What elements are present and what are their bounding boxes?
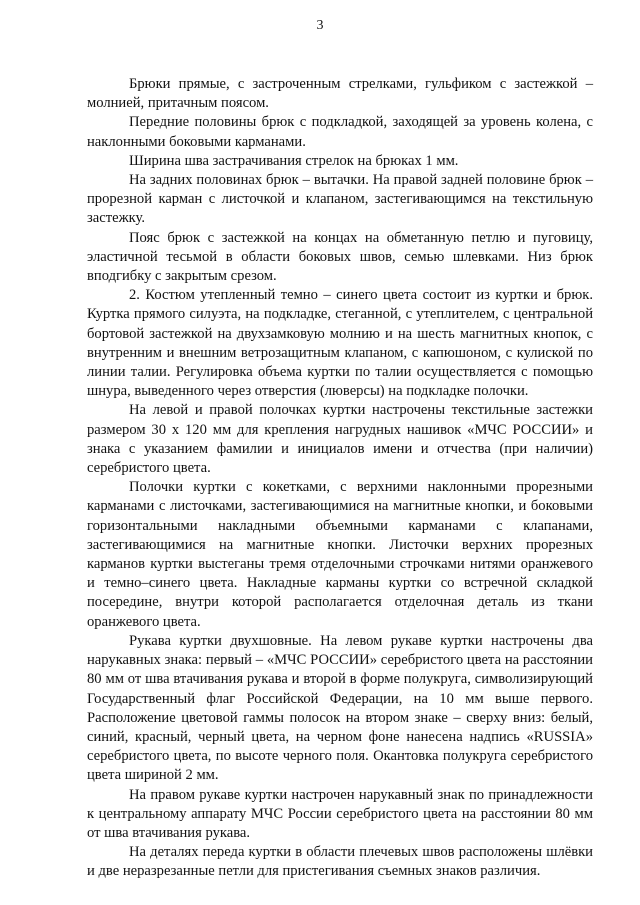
paragraph-left-sleeve: Рукава куртки двухшовные. На левом рукаве куртки настрочены два нарукавных знака: первый – «МЧС РОССИИ» серебристого цвета на расстоянии 80 мм от шва втачивания рукава и второй в форме полукруга, символизирующий Государственный флаг Российской Федерации, на 10 мм выше первого. Расположение цветовой гаммы полосок на втором знаке – сверху вниз: белый, синий, красный, черный цвета, на черном фоне нанесена надпись «RUSSIA» серебристого цвета, по высоте черного поля. Окантовка полукруга серебристого цвета шириной 2 мм. [87, 632, 593, 784]
paragraph-right-sleeve: На правом рукаве куртки настрочен нарукавный знак по принадлежности к центральному аппарату МЧС России серебристого цвета на расстоянии 80 мм от шва втачивания рукава. [87, 786, 593, 841]
page-number: 3 [316, 18, 324, 33]
document-body [87, 75, 593, 882]
paragraph-insulated-suit: 2. Костюм утепленный темно – синего цвета состоит из куртки и брюк. Куртка прямого силуэта, на подкладке, стеганной, с утеплителем, с центральной бортовой застежкой на двухзамковую молнию и на шесть магнитных кнопок, с внутренним и внешним ветрозащитным клапаном, с капюшоном, с кулиской по линии талии. Регулировка объема куртки по талии осуществляется с помощью шнура, выведенного через отверстия (люверсы) на подкладке полочки. [87, 287, 593, 400]
paragraph-chest-fasteners: На левой и правой полочках куртки настрочены текстильные застежки размером 30 х 120 мм для крепления нагрудных нашивок «МЧС РОССИИ» и знака с указанием фамилии и инициалов имени и отчества (при наличии) серебристого цвета. [87, 402, 593, 477]
paragraph-jacket-pockets: Полочки куртки с кокетками, с верхними наклонными прорезными карманами с листочками, застегивающимися на магнитные кнопки, и боковыми горизонтальными накладными объемными карманами с клапанами, застегивающимися на магнитные кнопки. Листочки верхних прорезных карманов куртки выстеганы тремя отделочными строчками нитями оранжевого и темно–синего цвета. Накладные карманы куртки со встречной складкой посередине, внутри которой располагается отделочная деталь из ткани оранжевого цвета. [87, 479, 593, 630]
paragraph-trousers-waistband: Пояс брюк с застежкой на концах на обметанную петлю и пуговицу, эластичной тесьмой в области боковых швов, семью шлевками. Низ брюк вподгибку с закрытым срезом. [87, 229, 593, 285]
paragraph-trousers-style: Брюки прямые, с застроченным стрелками, гульфиком с застежкой – молнией, притачным поясом. [87, 76, 593, 112]
paragraph-seam-width: Ширина шва застрачивания стрелок на брюках 1 мм. [129, 152, 459, 169]
paragraph-shoulder-loops: На деталях переда куртки в области плечевых швов расположены шлёвки и две неразрезанные петли для пристегивания съемных знаков различия. [87, 844, 593, 880]
paragraph-trousers-back: На задних половинах брюк – вытачки. На правой задней половине брюк – прорезной карман с листочкой и клапаном, застегивающимся на текстильную застежку. [87, 172, 593, 227]
paragraph-trousers-front: Передние половины брюк с подкладкой, заходящей за уровень колена, с наклонными боковыми карманами. [87, 114, 593, 150]
